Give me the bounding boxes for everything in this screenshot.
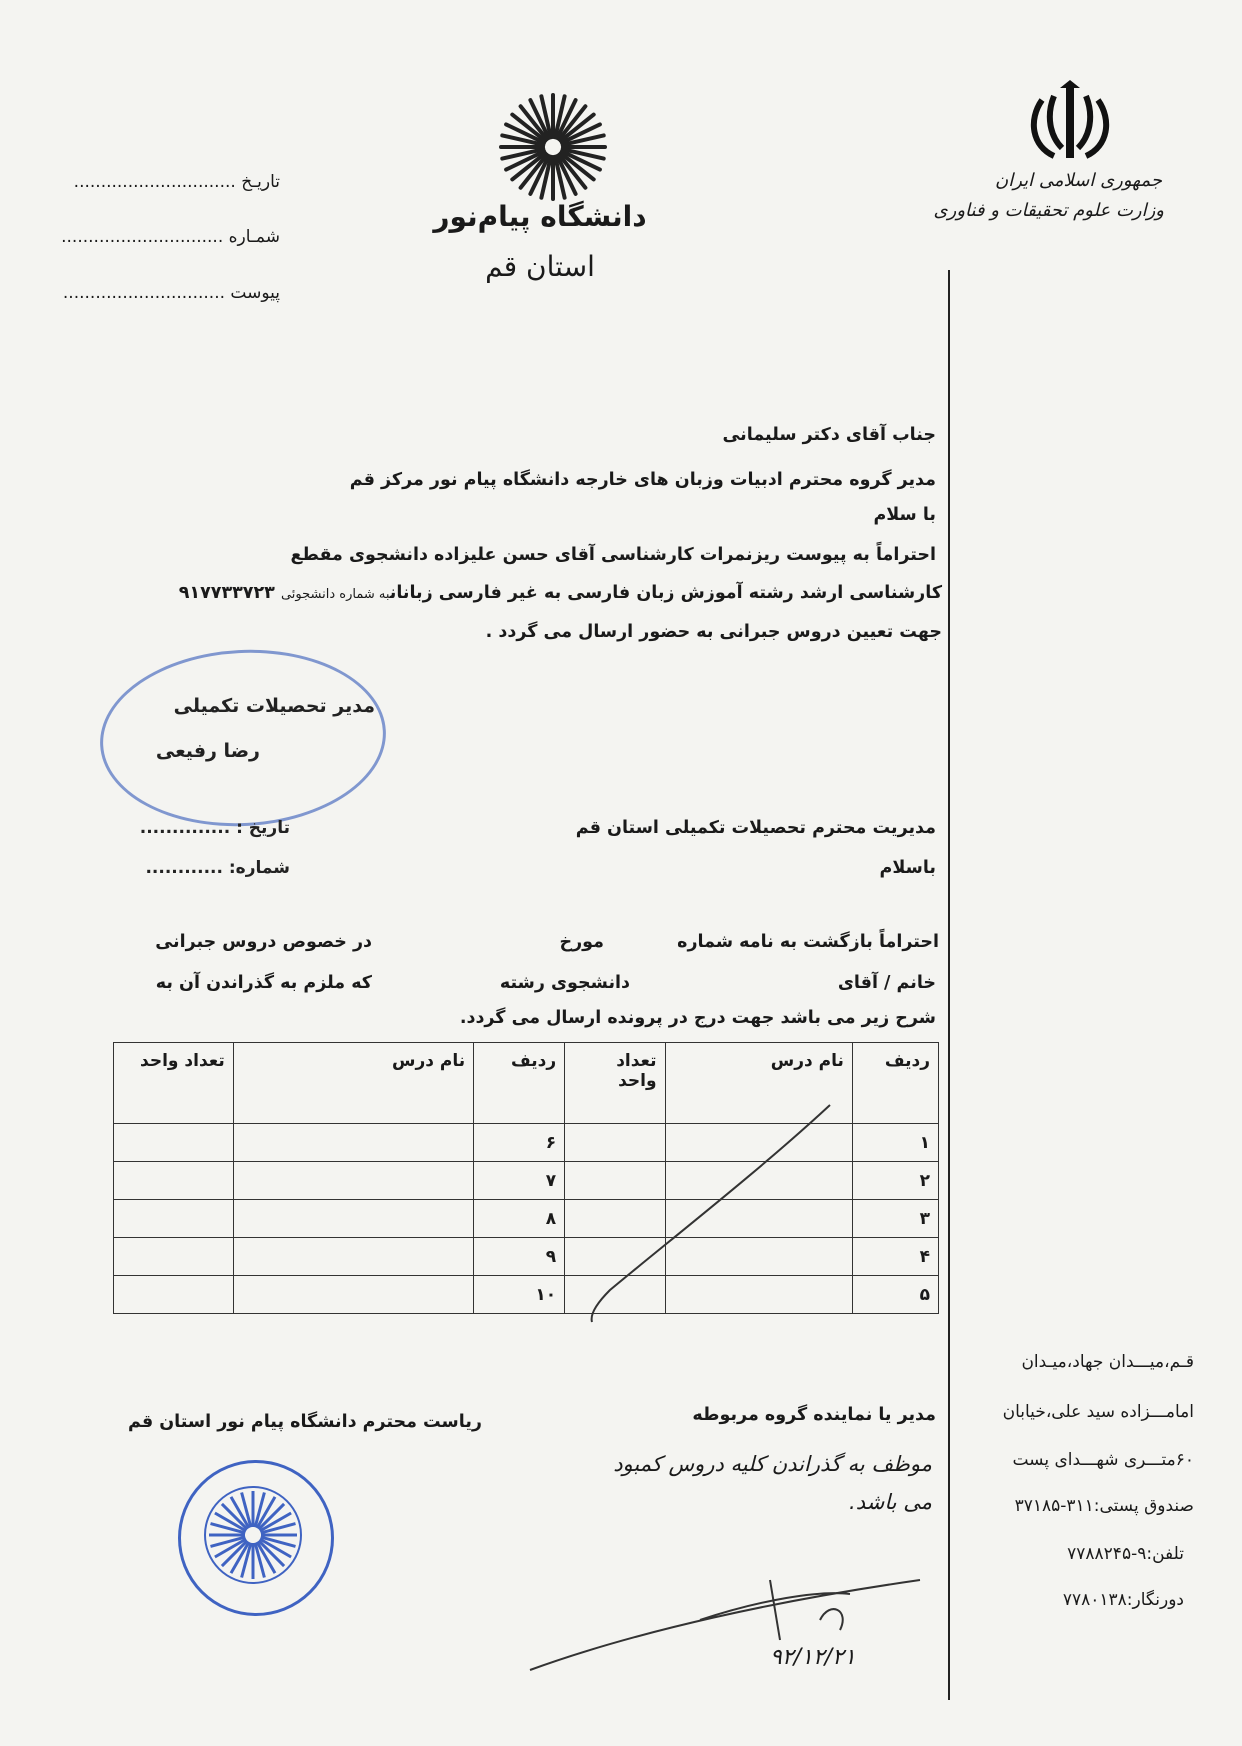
- cell: [233, 1238, 473, 1276]
- university-seal: [178, 1460, 334, 1616]
- cell: [114, 1124, 234, 1162]
- address-line-1: قـم،میـــدان جهاد،میـدان: [1021, 1352, 1194, 1372]
- signature-scribble: [520, 1560, 940, 1680]
- university-name: دانشگاه پیام‌نور: [433, 200, 647, 233]
- recipient: جناب آقای دکتر سلیمانی: [722, 425, 936, 445]
- cell: [114, 1200, 234, 1238]
- header-units-2: تعداد واحد: [114, 1043, 234, 1124]
- row-number: ۵: [852, 1276, 938, 1314]
- recipient-title: مدیر گروه محترم ادبیات وزبان های خارجه دانشگاه پیام نور مرکز قم: [349, 470, 936, 490]
- row-number: ۱: [852, 1124, 938, 1162]
- student-number: ۹۱۷۷۳۳۷۲۳: [178, 583, 275, 603]
- header-course-name: نام درس: [665, 1043, 852, 1124]
- fax: دورنگار:۷۷۸۰۱۳۸: [1062, 1590, 1184, 1610]
- header-row-number: ردیف: [852, 1043, 938, 1124]
- reply-line-2a: خانم / آقای: [837, 973, 936, 993]
- reply-recipient: مدیریت محترم تحصیلات تکمیلی استان قم: [575, 818, 936, 838]
- row-number: ۶: [474, 1124, 565, 1162]
- letter-line-2-text: کارشناسی ارشد رشته آموزش زبان فارسی به غیر فارسی زبانان: [389, 583, 942, 603]
- cell: [114, 1276, 234, 1314]
- reply-line-1b: مورخ: [559, 932, 604, 952]
- republic-name: جمهوری اسلامی ایران: [995, 170, 1162, 191]
- reply-line-3: شرح زیر می باشد جهت درج در پرونده ارسال می گردد.: [459, 1008, 936, 1028]
- cell: [233, 1124, 473, 1162]
- reply-line-2c: که ملزم به گذراندن آن به: [155, 973, 372, 993]
- greeting: با سلام: [873, 505, 936, 525]
- handwritten-note: موظف به گذراندن کلیه دروس کمبود می باشد.: [613, 1452, 932, 1514]
- row-number: ۹: [474, 1238, 565, 1276]
- seal-logo-icon: [181, 1463, 325, 1607]
- header-units: تعداد واحد: [565, 1043, 665, 1124]
- stamp-name: رضا رفیعی: [155, 740, 260, 762]
- number-field: شمـاره ..............................: [61, 227, 280, 247]
- attachment-field: پیوست ..............................: [62, 283, 280, 303]
- row-number: ۸: [474, 1200, 565, 1238]
- handwritten-date: ۹۲/۱۲/۲۱: [770, 1645, 856, 1670]
- row-number: ۴: [852, 1238, 938, 1276]
- stamp-date: تاریخ : ..............: [139, 818, 290, 838]
- header-row-number-2: ردیف: [474, 1043, 565, 1124]
- row-number: ۷: [474, 1162, 565, 1200]
- address-line-3: ۶۰متـــری شهـــدای پست: [1012, 1450, 1194, 1470]
- phone: تلفن:۹-۷۷۸۸۲۴۵: [1067, 1544, 1184, 1564]
- reply-line-1c: در خصوص دروس جبرانی: [155, 932, 372, 952]
- row-number: ۳: [852, 1200, 938, 1238]
- stamp-title: مدیر تحصیلات تکمیلی: [173, 695, 375, 717]
- group-head-label: مدیر یا نماینده گروه مربوطه: [692, 1405, 936, 1425]
- cell: [233, 1276, 473, 1314]
- handwritten-strike-line: [580, 1100, 840, 1330]
- cell: [233, 1162, 473, 1200]
- university-branch: استان قم: [485, 250, 595, 283]
- reply-line-1a: احتراماً بازگشت به نامه شماره: [677, 932, 939, 952]
- reply-greeting: باسلام: [879, 858, 936, 878]
- vertical-rule: [948, 270, 950, 1700]
- letter-line-2: [179, 583, 942, 603]
- letter-line-3: جهت تعیین دروس جبرانی به حضور ارسال می گردد .: [485, 622, 942, 642]
- date-field: تاریـخ ..............................: [73, 172, 280, 192]
- student-number-label: به شماره دانشجوئی: [280, 587, 390, 602]
- letter-line-1: احتراماً به پیوست ریزنمرات کارشناسی آقای حسن علیزاده دانشجوی مقطع: [290, 545, 936, 565]
- official-stamp: [96, 643, 391, 834]
- row-number: ۱۰: [474, 1276, 565, 1314]
- reply-line-2b: دانشجوی رشته: [499, 973, 630, 993]
- header-course-name-2: نام درس: [233, 1043, 473, 1124]
- ministry-name: وزارت علوم تحقیقات و فناوری: [933, 200, 1164, 221]
- iran-emblem-icon: [1020, 80, 1120, 170]
- cell: [114, 1238, 234, 1276]
- cell: [114, 1162, 234, 1200]
- stamp-number: شماره: ............: [145, 858, 290, 878]
- row-number: ۲: [852, 1162, 938, 1200]
- postal-box: صندوق پستی:۳۱۱-۳۷۱۸۵: [1014, 1496, 1194, 1516]
- payame-noor-logo-icon: [498, 92, 608, 202]
- address-line-2: امامـــزاده سید علی،خیابان: [1002, 1402, 1194, 1422]
- cell: [233, 1200, 473, 1238]
- presidency-label: ریاست محترم دانشگاه پیام نور استان قم: [127, 1412, 482, 1432]
